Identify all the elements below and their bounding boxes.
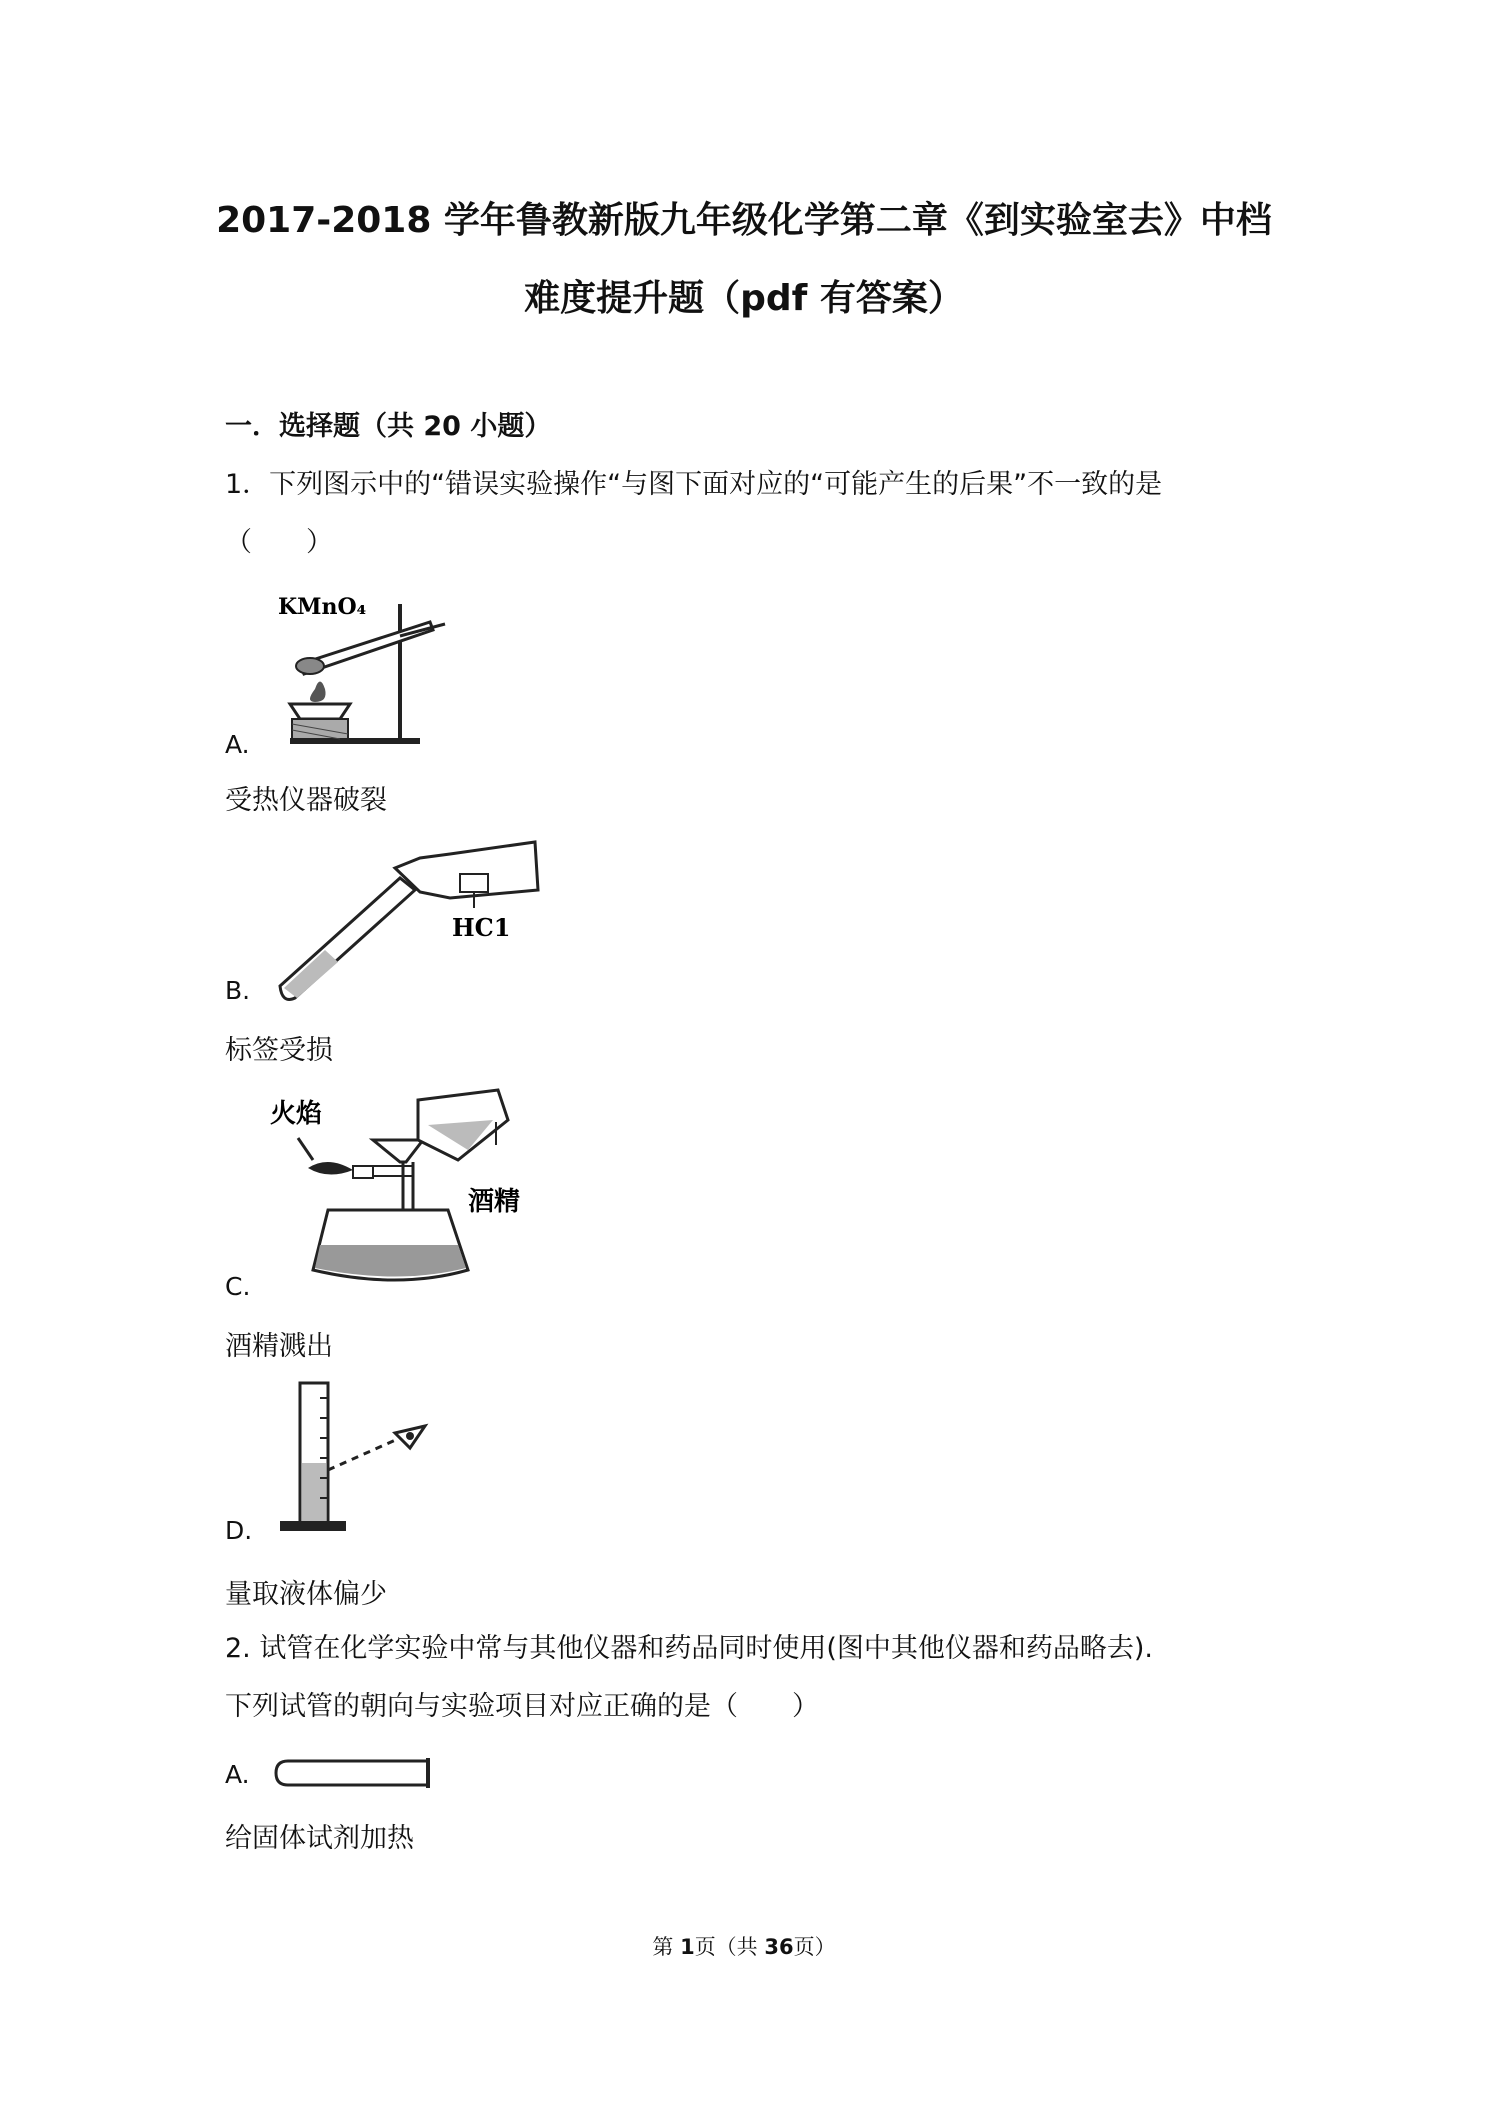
q1-option-a-letter: A. bbox=[225, 730, 250, 759]
figure-c-alcohol-lamp bbox=[268, 1080, 538, 1295]
footer-suffix: 页） bbox=[793, 1935, 836, 1959]
q2-option-a-caption: 给固体试剂加热 bbox=[225, 1823, 414, 1854]
figure-a-heating-test-tube bbox=[270, 584, 450, 754]
figure-d-graduated-cylinder bbox=[270, 1378, 440, 1538]
figure-c-label-alcohol: 酒精 bbox=[468, 1187, 521, 1217]
q1-stem-line2: （ ） bbox=[225, 527, 333, 558]
q2-stem-line1: 2. 试管在化学实验中常与其他仪器和药品同时使用(图中其他仪器和药品略去). bbox=[225, 1633, 1153, 1664]
figure-b-pouring-liquid bbox=[270, 828, 550, 1008]
q1-option-d-letter: D. bbox=[225, 1516, 253, 1545]
figure-a-label: KMnO₄ bbox=[278, 594, 367, 620]
q1-option-c-letter: C. bbox=[225, 1272, 251, 1301]
q1-option-b-letter: B. bbox=[225, 976, 251, 1005]
q2-option-a-letter: A. bbox=[225, 1760, 250, 1789]
footer-page-number: 1 bbox=[680, 1935, 695, 1959]
section-heading: 一．选择题（共 20 小题） bbox=[225, 411, 552, 442]
q1-option-c-caption: 酒精溅出 bbox=[225, 1331, 333, 1362]
figure-c-label-flame: 火焰 bbox=[270, 1099, 323, 1129]
footer-middle: 页（共 bbox=[694, 1935, 765, 1959]
doc-title-line2: 难度提升题（pdf 有答案） bbox=[524, 278, 964, 319]
q1-option-a-caption: 受热仪器破裂 bbox=[225, 785, 387, 816]
q2-stem-line2: 下列试管的朝向与实验项目对应正确的是（ ） bbox=[225, 1691, 819, 1722]
q1-stem-line1: 1．下列图示中的“错误实验操作“与图下面对应的“可能产生的后果”不一致的是 bbox=[225, 469, 1163, 500]
figure-b-label: HC1 bbox=[452, 913, 511, 942]
figure-q2a-horizontal-test-tube bbox=[272, 1757, 432, 1791]
footer-total-pages: 36 bbox=[764, 1935, 794, 1959]
page-footer bbox=[0, 1931, 1488, 1961]
footer-prefix: 第 bbox=[652, 1935, 681, 1959]
q1-option-d-caption: 量取液体偏少 bbox=[225, 1579, 387, 1610]
doc-title-line1: 2017-2018 学年鲁教新版九年级化学第二章《到实验室去》中档 bbox=[216, 200, 1272, 241]
q1-option-b-caption: 标签受损 bbox=[225, 1035, 333, 1066]
